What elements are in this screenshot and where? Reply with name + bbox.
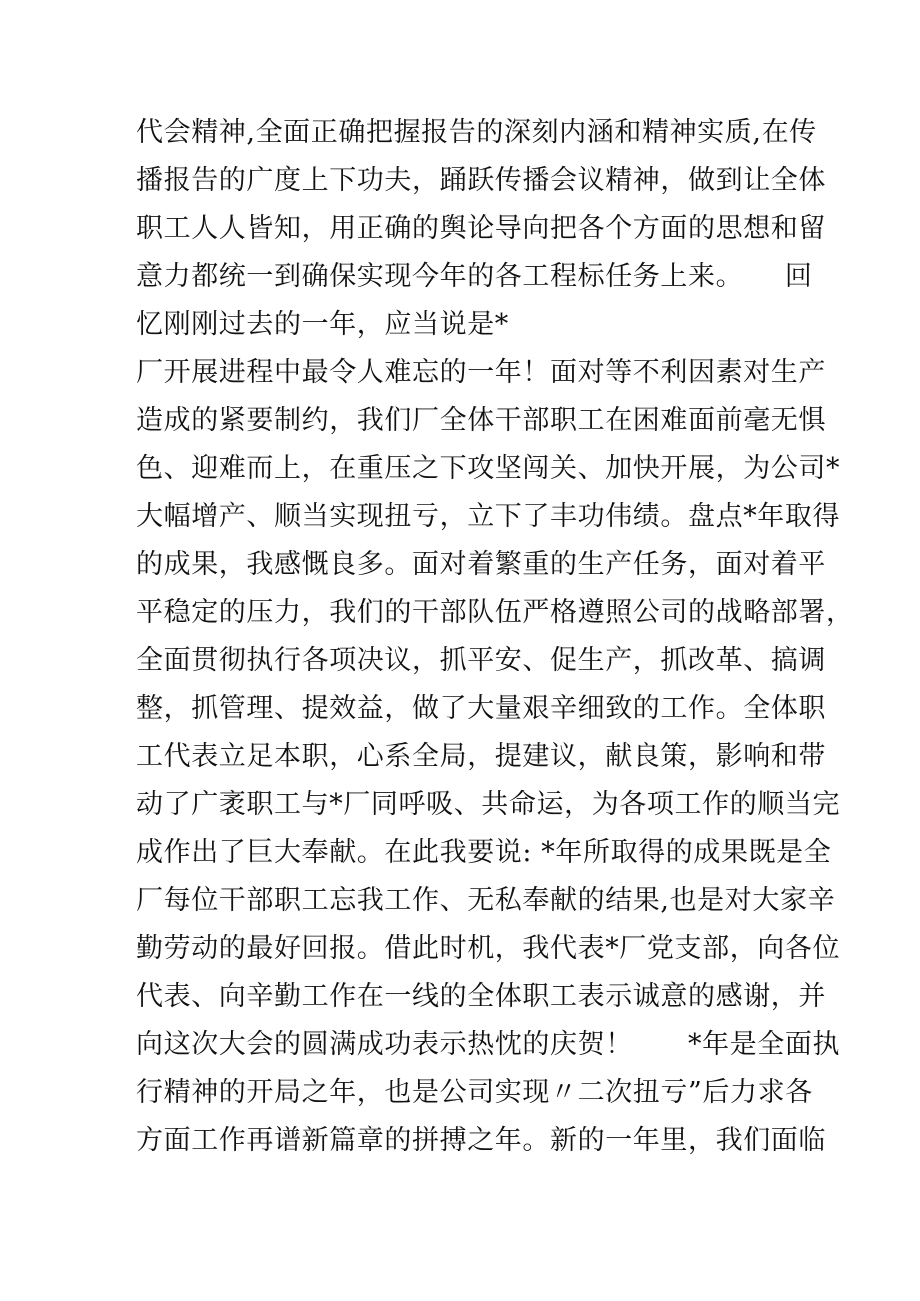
text-line: 大幅增产、顺当实现扭亏，立下了丰功伟绩。盘点*年取得 bbox=[136, 501, 841, 532]
text-line: 忆刚刚过去的一年，应当说是* bbox=[136, 309, 509, 340]
text-line: 厂开展进程中最令人难忘的一年！面对等不利因素对生产 bbox=[136, 357, 826, 388]
text-line: 意力都统一到确保实现今年的各工程标任务上来。 回 bbox=[136, 261, 813, 292]
text-line: 行精神的开局之年，也是公司实现〃二次扭亏”后力求各 bbox=[136, 1077, 813, 1108]
text-line: 厂每位干部职工忘我工作、无私奉献的结果,也是对大家辛 bbox=[136, 885, 836, 916]
text-line: 方面工作再谱新篇章的拼搏之年。新的一年里，我们面临 bbox=[136, 1125, 826, 1156]
text-line: 职工人人皆知，用正确的舆论导向把各个方面的思想和留 bbox=[136, 213, 826, 244]
text-line: 造成的紧要制约，我们厂全体干部职工在困难面前毫无惧 bbox=[136, 405, 826, 436]
text-line: 全面贯彻执行各项决议，抓平安、促生产，抓改革、搞调 bbox=[136, 645, 826, 676]
text-line: 向这次大会的圆满成功表示热忱的庆贺！ *年是全面执 bbox=[136, 1029, 841, 1060]
text-line: 的成果，我感慨良多。面对着繁重的生产任务，面对着平 bbox=[136, 549, 826, 580]
text-line: 成作出了巨大奉献。在此我要说: *年所取得的成果既是全 bbox=[136, 837, 832, 868]
text-line: 播报告的广度上下功夫，踊跃传播会议精神，做到让全体 bbox=[136, 165, 826, 196]
text-line: 代会精神,全面正确把握报告的深刻内涵和精神实质,在传 bbox=[136, 117, 817, 148]
text-line: 平稳定的压力，我们的干部队伍严格遵照公司的战略部署， bbox=[136, 597, 854, 628]
text-line: 勤劳动的最好回报。借此时机，我代表*厂党支部，向各位 bbox=[136, 933, 841, 964]
text-line: 色、迎难而上，在重压之下攻坚闯关、加快开展，为公司* bbox=[136, 453, 841, 484]
text-line: 工代表立足本职，心系全局，提建议，献良策，影响和带 bbox=[136, 741, 826, 772]
text-line: 动了广袤职工与*厂同呼吸、共命运，为各项工作的顺当完 bbox=[136, 789, 841, 820]
text-line: 整，抓管理、提效益，做了大量艰辛细致的工作。全体职 bbox=[136, 693, 826, 724]
text-line: 代表、向辛勤工作在一线的全体职工表示诚意的感谢，并 bbox=[136, 981, 826, 1012]
